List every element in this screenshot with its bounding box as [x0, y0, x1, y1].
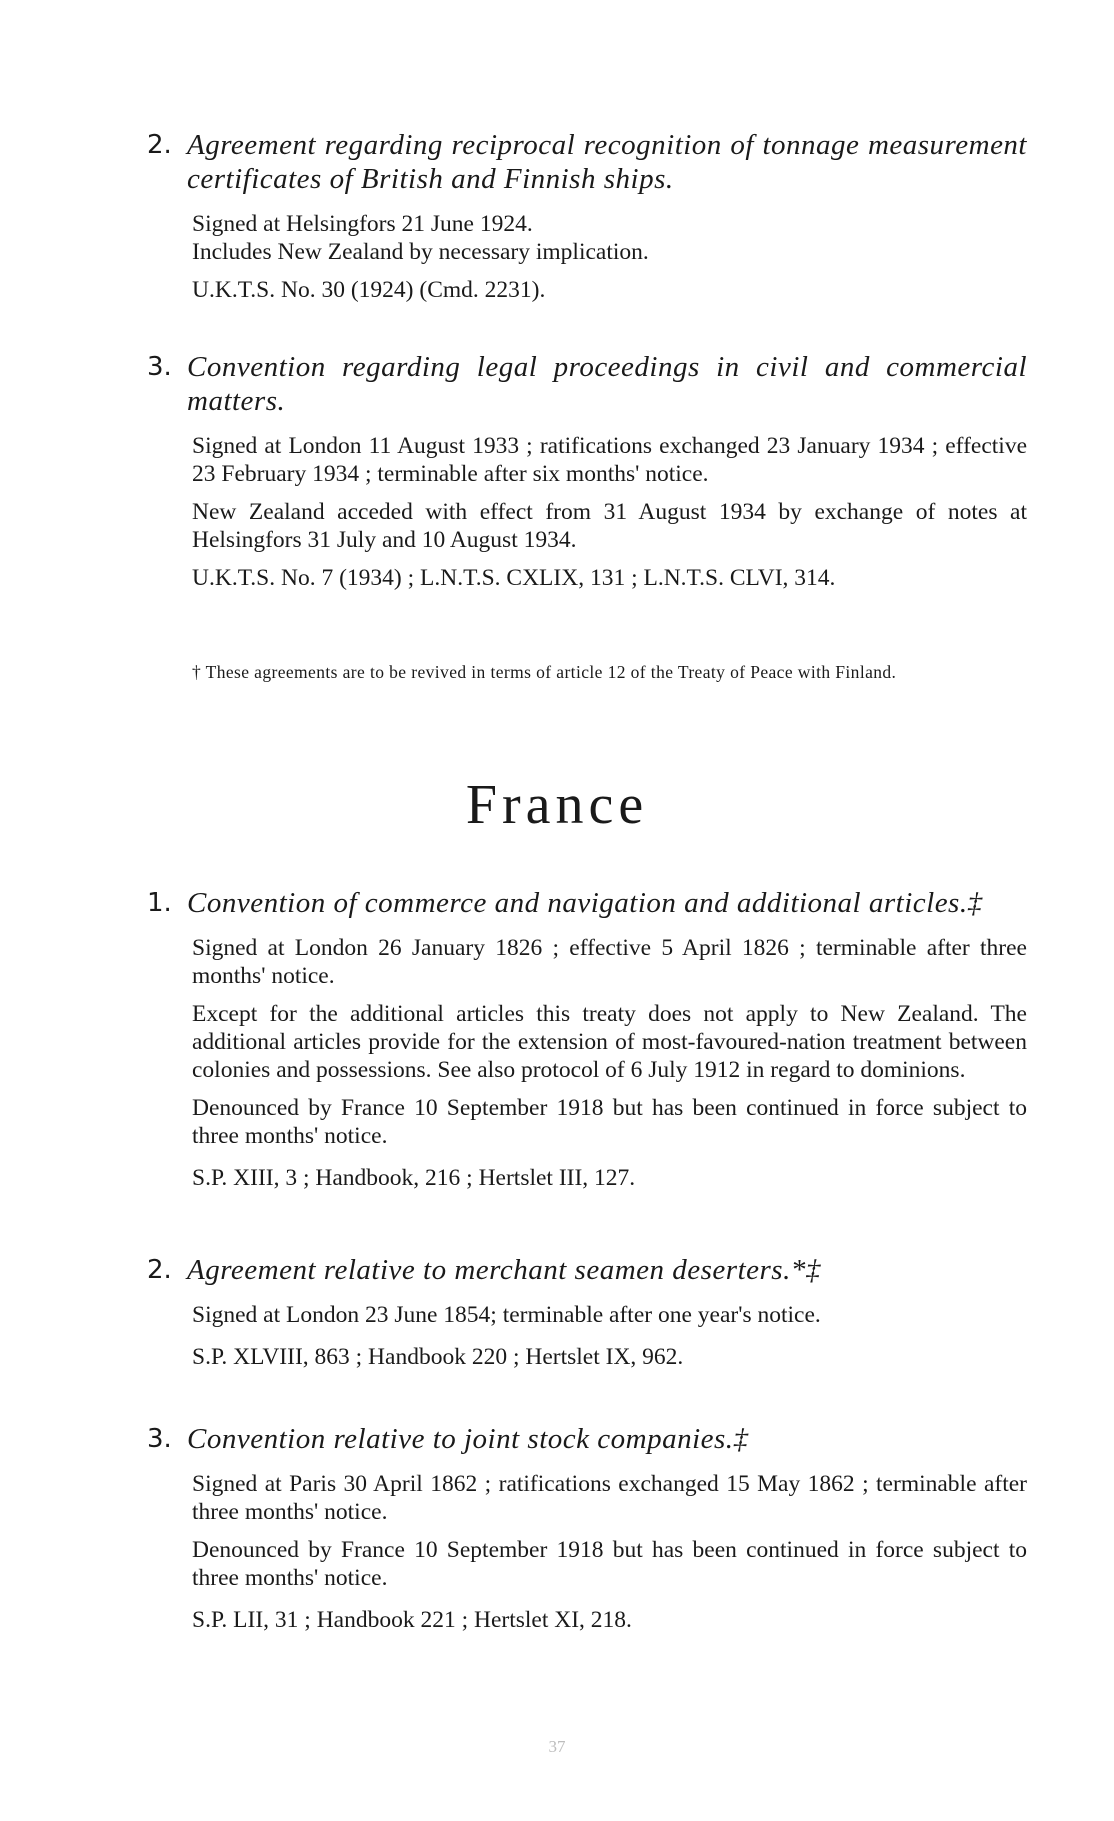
- entry-number: 3.: [147, 1424, 172, 1454]
- entry-title: Convention relative to joint stock companies.‡: [187, 1423, 749, 1455]
- entry-heading: [147, 128, 1027, 196]
- entry-number: 2.: [147, 1255, 172, 1285]
- treaty-entry-france-3: [147, 1422, 1027, 1634]
- entry-citation: U.K.T.S. No. 30 (1924) (Cmd. 2231).: [192, 277, 546, 303]
- entry-number: 1.: [147, 888, 172, 918]
- entry-citation: S.P. LII, 31 ; Handbook 221 ; Hertslet XI, 218.: [192, 1607, 632, 1633]
- treaty-entry-finland-3: [147, 350, 1027, 592]
- entry-heading: [147, 350, 1027, 418]
- entry-paragraph: Includes New Zealand by necessary implication.: [192, 239, 649, 265]
- entry-heading: [147, 886, 1027, 920]
- treaty-entry-france-2: [147, 1253, 1027, 1371]
- page-number: 37: [548, 1737, 566, 1756]
- entry-citation: U.K.T.S. No. 7 (1934) ; L.N.T.S. CXLIX, 131 ; L.N.T.S. CLVI, 314.: [192, 565, 836, 591]
- entry-paragraph: Signed at Paris 30 April 1862 ; ratifications exchanged 15 May 1862 ; terminable after three months' notice.: [192, 1471, 1027, 1525]
- footnote: † These agreements are to be revived in terms of article 12 of the Treaty of Peace with Finland.: [192, 662, 897, 682]
- entry-number: 3.: [147, 352, 172, 382]
- entry-paragraph: Signed at London 23 June 1854; terminable after one year's notice.: [192, 1302, 821, 1328]
- entry-heading: [147, 1422, 1027, 1456]
- entry-paragraph: Denounced by France 10 September 1918 but has been continued in force subject to three months' notice.: [192, 1537, 1027, 1591]
- entry-citation: S.P. XIII, 3 ; Handbook, 216 ; Hertslet III, 127.: [192, 1165, 636, 1191]
- entry-paragraph: New Zealand acceded with effect from 31 August 1934 by exchange of notes at Helsingfors 31 July and 10 August 1934.: [192, 499, 1027, 553]
- treaty-entry-finland-2: [147, 128, 1027, 304]
- entry-citation: S.P. XLVIII, 863 ; Handbook 220 ; Hertslet IX, 962.: [192, 1344, 684, 1370]
- entry-number: 2.: [147, 130, 172, 160]
- treaty-entry-france-1: [147, 886, 1027, 1192]
- entry-paragraph: Signed at Helsingfors 21 June 1924.: [192, 211, 533, 237]
- entry-paragraph: Signed at London 26 January 1826 ; effective 5 April 1826 ; terminable after three months' notice.: [192, 935, 1027, 989]
- entry-title: Agreement relative to merchant seamen deserters.*‡: [187, 1254, 821, 1286]
- section-heading: France: [465, 774, 649, 836]
- entry-heading: [147, 1253, 1027, 1287]
- entry-title: Convention of commerce and navigation and additional articles.‡: [187, 887, 983, 919]
- entry-title: Agreement regarding reciprocal recognition of tonnage measurement certificates of British and Finnish ships.: [187, 129, 1027, 195]
- entry-paragraph: Except for the additional articles this treaty does not apply to New Zealand. The additional articles provide for the extension of most-favoured-nation treatment between colonies and possessions. See also protocol of 6 July 1912 in regard to dominions.: [192, 1001, 1027, 1083]
- entry-paragraph: Signed at London 11 August 1933 ; ratifications exchanged 23 January 1934 ; effective 23 February 1934 ; terminable after six months' notice.: [192, 433, 1027, 487]
- entry-title: Convention regarding legal proceedings in civil and commercial matters.: [187, 351, 1027, 417]
- entry-paragraph: Denounced by France 10 September 1918 but has been continued in force subject to three months' notice.: [192, 1095, 1027, 1149]
